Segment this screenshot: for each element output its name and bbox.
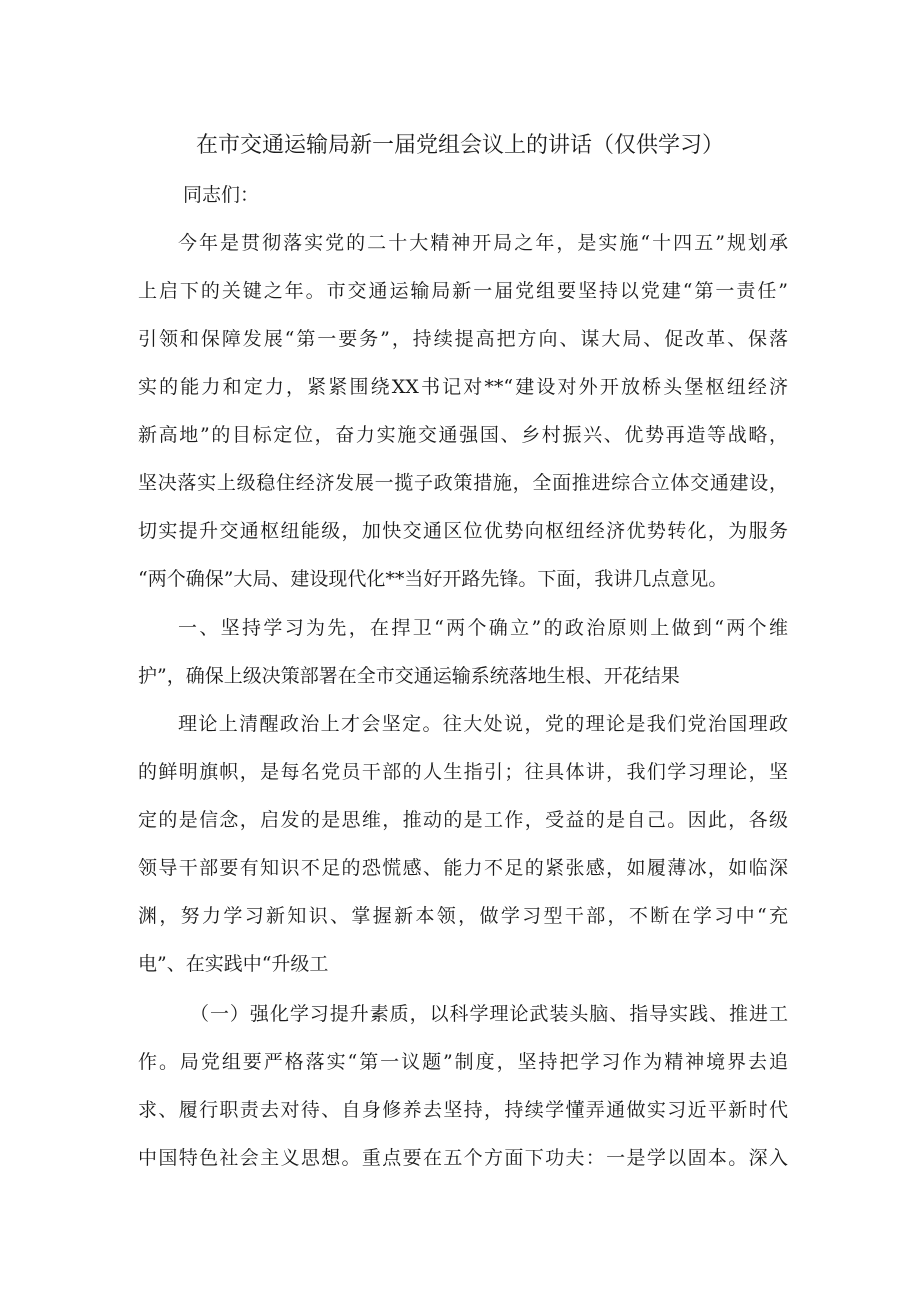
section-heading-line: 一、坚持学习为先，在捍卫“两个确立”的政治原则上做到“两个维 bbox=[178, 617, 788, 639]
paragraph-line: 切实提升交通枢纽能级，加快交通区位优势向枢纽经济优势转化，为服务 bbox=[138, 520, 788, 542]
paragraph-line: 中国特色社会主义思想。重点要在五个方面下功夫：一是学以固本。深入 bbox=[138, 1147, 788, 1169]
paragraph-line: 引领和保障发展“第一要务”，持续提高把方向、谋大局、促改革、保落 bbox=[138, 328, 788, 350]
paragraph-line: 上启下的关键之年。市交通运输局新一届党组要坚持以党建“第一责任” bbox=[138, 280, 788, 302]
paragraph-line: 求、履行职责去对待、自身修养去坚持，持续学懂弄通做实习近平新时代 bbox=[138, 1099, 788, 1121]
document-title: 在市交通运输局新一届党组会议上的讲话（仅供学习） bbox=[195, 133, 724, 158]
paragraph-line: 作。局党组要严格落实“第一议题”制度，坚持把学习作为精神境界去追 bbox=[138, 1051, 788, 1073]
salutation: 同志们： bbox=[183, 184, 260, 206]
paragraph-line: 新高地”的目标定位，奋力实施交通强国、乡村振兴、优势再造等战略， bbox=[138, 424, 788, 446]
paragraph-line: 今年是贯彻落实党的二十大精神开局之年，是实施“十四五”规划承 bbox=[178, 232, 788, 254]
subsection-line: （一）强化学习提升素质，以科学理论武装头脑、指导实践、推进工 bbox=[190, 1003, 788, 1025]
paragraph-line: “两个确保”大局、建设现代化**当好开路先锋。下面，我讲几点意见。 bbox=[138, 568, 728, 590]
paragraph-line: 的鲜明旗帜，是每名党员干部的人生指引；往具体讲，我们学习理论，坚 bbox=[138, 761, 788, 783]
paragraph-line: 坚决落实上级稳住经济发展一揽子政策措施，全面推进综合立体交通建设， bbox=[138, 472, 788, 494]
section-heading-line: 护”，确保上级决策部署在全市交通运输系统落地生根、开花结果 bbox=[138, 665, 680, 687]
paragraph-line: 领导干部要有知识不足的恐慌感、能力不足的紧张感，如履薄冰，如临深 bbox=[138, 857, 788, 879]
paragraph-line: 定的是信念，启发的是思维，推动的是工作，受益的是自己。因此，各级 bbox=[138, 809, 788, 831]
paragraph-line: 理论上清醒政治上才会坚定。往大处说，党的理论是我们党治国理政 bbox=[178, 713, 788, 735]
paragraph-line: 渊，努力学习新知识、掌握新本领，做学习型干部，不断在学习中“充 bbox=[138, 905, 788, 927]
paragraph-line: 实的能力和定力，紧紧围绕XX书记对**“建设对外开放桥头堡枢纽经济 bbox=[138, 376, 788, 398]
paragraph-line: 电”、在实践中“升级工 bbox=[138, 953, 329, 975]
